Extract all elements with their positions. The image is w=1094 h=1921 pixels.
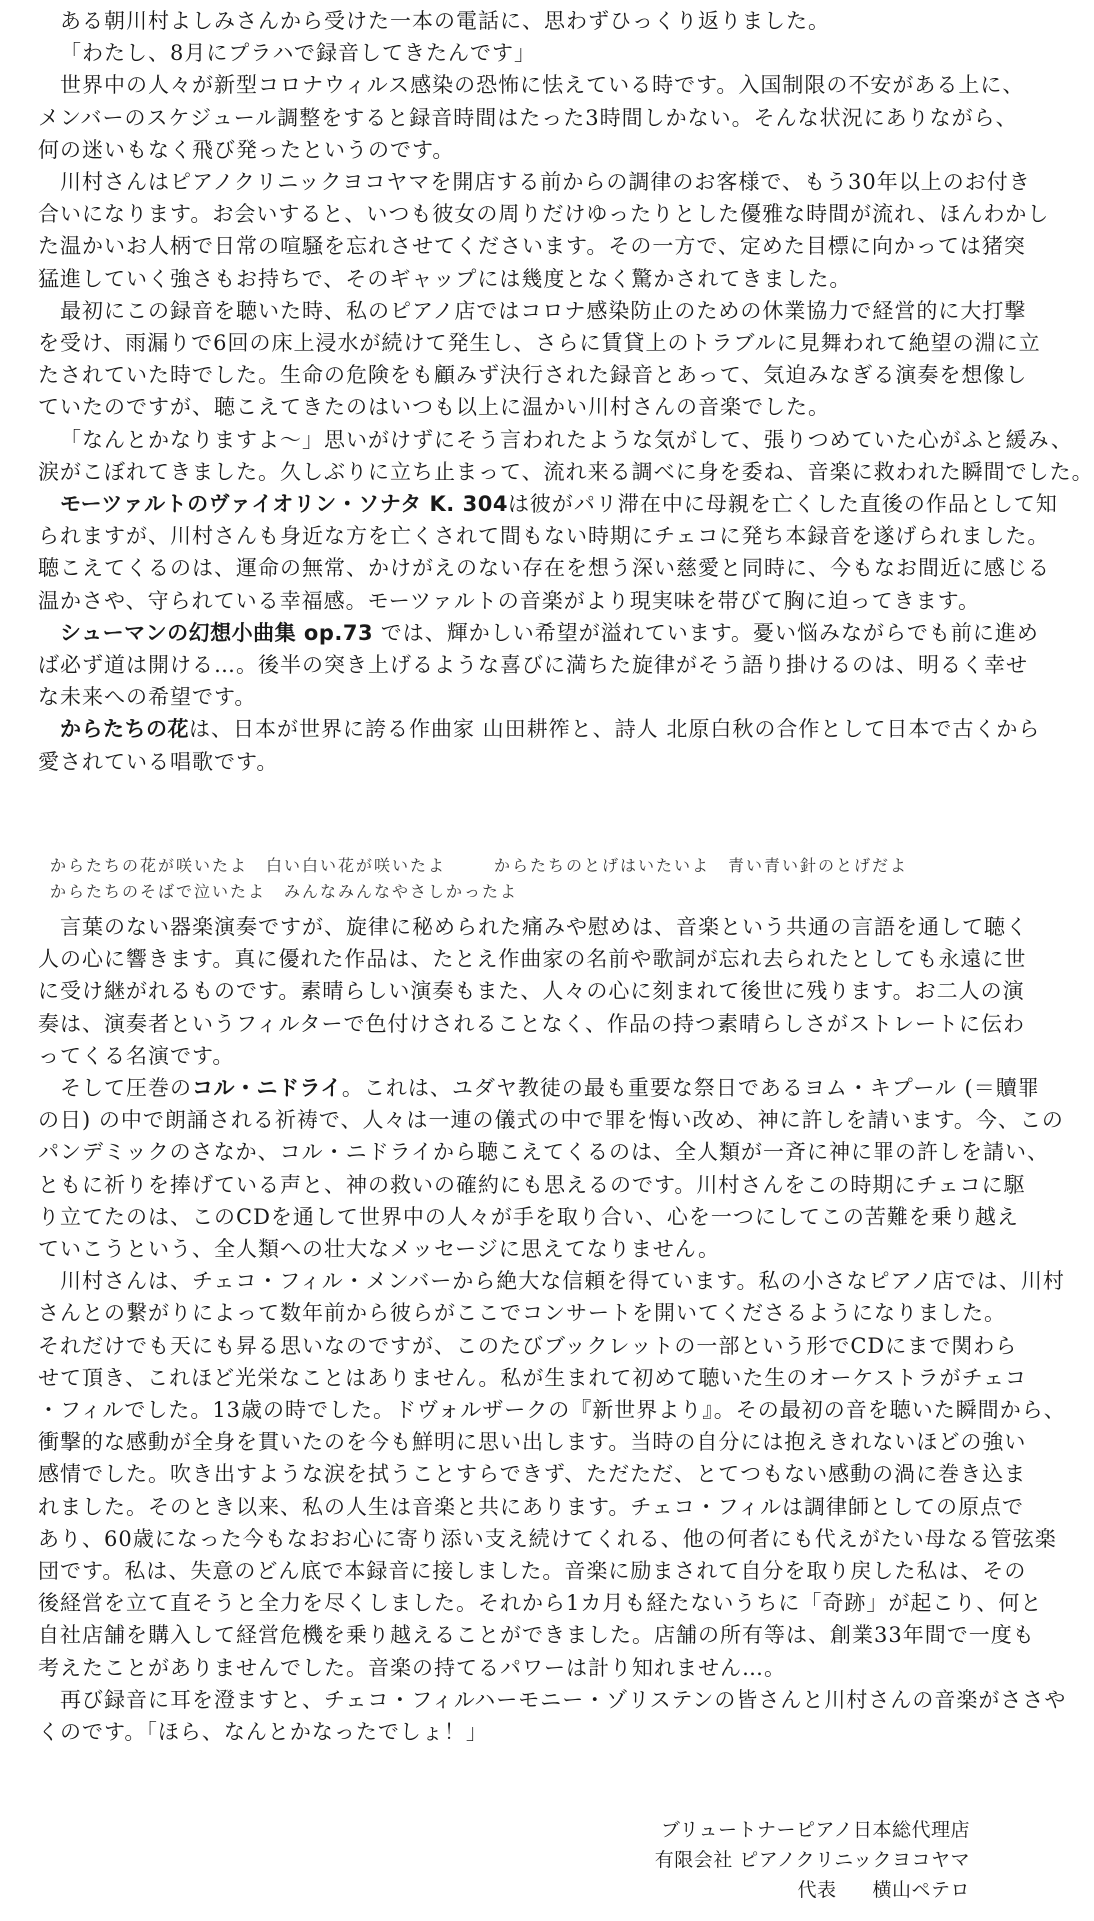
line-text: 川村さんはピアノクリニックヨコヤマを開店する前からの調律のお客様で、もう30年以上のお付き xyxy=(60,170,1031,194)
text-line xyxy=(38,360,1027,390)
text-line xyxy=(38,1492,1024,1522)
text-line xyxy=(38,1395,1066,1425)
line-text: それだけでも天にも昇る思いなのですが、このたびブックレットの一部という形でCDにまで関わら xyxy=(38,1333,1018,1358)
line-text: 人の心に響きます。真に優れた作品は、たとえ作曲家の名前や歌詞が忘れ去られたとしても永遠に世 xyxy=(38,947,1027,972)
text-line xyxy=(38,976,1025,1006)
line-text: 考えたことがありませんでした。音楽の持てるパワーは計り知れません…。 xyxy=(38,1655,786,1680)
text-line xyxy=(38,1202,1019,1232)
line-text: 感情でした。吹き出すような涙を拭うことすらできず、ただただ、とてつもない感動の渦に巻き込ま xyxy=(38,1462,1027,1487)
text-line xyxy=(60,425,1073,455)
line-text: ば必ず道は開ける…。後半の突き上げるような喜びに満ちた旋律がそう語り掛けるのは、明るく幸せ xyxy=(38,653,1028,677)
line-text: 何の迷いもなく飛び発ったというのです。 xyxy=(38,137,455,162)
line-text: メンバーのスケジュール調整をすると録音時間はたった3時間しかない。そんな状況にありながら、 xyxy=(38,105,1018,130)
text-line xyxy=(38,586,980,616)
lyric-2: からたちのそばで泣いたよ みんなみんなやさしかったよ xyxy=(50,882,519,901)
text-line xyxy=(38,1459,1026,1489)
text-line xyxy=(60,167,1031,197)
line-text: 「わたし、8月にプラハで録音してきたんです」 xyxy=(60,41,536,66)
line-text: さんとの繋がりによって数年前から彼らがここでコンサートを開いてくださるようになりました。 xyxy=(38,1301,1006,1326)
line-text: くのです。「ほら、なんとかなったでしょ！」 xyxy=(38,1720,488,1744)
text-line xyxy=(38,1331,1017,1361)
text-line xyxy=(60,489,1058,519)
line-text: たされていた時でした。生命の危険をも顧みず決行された録音とあって、気迫みなぎる演奏を想像し xyxy=(38,363,1028,388)
line-text: パンデミックのさなか、コル・ニドライから聴こえてくるのは、全人類が一斉に神に罪の許しを請い、 xyxy=(38,1140,1049,1165)
text-line xyxy=(60,1073,1040,1103)
line-text: 衝撃的な感動が全身を貫いたのを今も鮮明に思い出します。当時の自分には抱えきれないほどの強い xyxy=(38,1430,1027,1455)
line-text: 温かさや、守られている幸福感。モーツァルトの音楽がより現実味を帯びて胸に迫ってきます。 xyxy=(38,588,981,613)
lyric-line-2 xyxy=(50,880,518,904)
text-line xyxy=(38,1524,1057,1554)
line-text: 「なんとかなりますよ～」思いがけずにそう言われたような気がして、張りつめていた心がふと緩み、 xyxy=(60,427,1073,452)
line-text: 奏は、演奏者というフィルターで色付けされることなく、作品の持つ素晴らしさがストレートに伝わ xyxy=(38,1011,1026,1036)
line-text: 涙がこぼれてきました。久しぶりに立ち止まって、流れ来る調べに身を委ね、音楽に救われた瞬間でした。 xyxy=(38,459,1094,484)
line-text: ・フィルでした。13歳の時でした。ドヴォルザークの『新世界より』。その最初の音を聴いた瞬間から、 xyxy=(38,1398,1066,1422)
text-line xyxy=(60,70,1024,100)
lyric-line-1 xyxy=(50,854,908,878)
text-line xyxy=(60,38,536,68)
line-text: 聴こえてくるのは、運命の無常、かけがえのない存在を想う深い慈愛と同時に、今もなお間近に感じる xyxy=(38,556,1050,581)
line-text: 再び録音に耳を澄ますと、チェコ・フィルハーモニー・ゾリステンの皆さんと川村さんの音楽がささや xyxy=(60,1687,1067,1712)
lyric-1a: からたちの花が咲いたよ 白い白い花が咲いたよ xyxy=(50,856,447,875)
text-line xyxy=(60,1685,1066,1715)
line-text: に受け継がれるものです。素晴らしい演奏もまた、人々の心に刻まれて後世に残ります。お二人の演 xyxy=(38,979,1025,1004)
signature-company2: 有限会社 ピアノクリニックヨコヤマ xyxy=(654,1849,970,1871)
lead-text: そして圧巻の xyxy=(60,1076,192,1100)
text-line xyxy=(38,264,851,294)
signature-name: 横山ペテロ xyxy=(872,1879,970,1901)
line-text: 後経営を立て直そうと全力を尽くしました。それから1カ月も経たないうちに「奇跡」が起こり、何と xyxy=(38,1591,1043,1616)
text-line xyxy=(60,912,1028,942)
text-line xyxy=(38,521,1049,551)
text-line xyxy=(38,1234,720,1264)
line-text: ていこうという、全人類への壮大なメッセージに思えてなりません。 xyxy=(38,1237,720,1261)
text-line xyxy=(38,1556,1026,1586)
line-text: ってくる名演です。 xyxy=(38,1043,235,1068)
text-line xyxy=(38,1009,1025,1039)
text-line xyxy=(38,1620,1035,1650)
text-line xyxy=(38,650,1028,680)
text-line xyxy=(38,103,1018,133)
line-text: 合いになります。お会いすると、いつも彼女の周りだけゆったりとした優雅な時間が流れ、ほんわかし xyxy=(38,202,1050,227)
line-text: 最初にこの録音を聴いた時、私のピアノ店ではコロナ感染防止のための休業協力で経営的に大打撃 xyxy=(60,298,1027,323)
text-line xyxy=(38,1105,1064,1135)
line-text: では、輝かしい希望が溢れています。憂い悩みながらでも前に進め xyxy=(373,620,1039,645)
text-line xyxy=(38,1298,1006,1328)
text-line xyxy=(38,682,256,712)
line-text: は、日本が世界に誇る作曲家 山田耕筰と、詩人 北原白秋の合作として日本で古くから xyxy=(189,717,1041,742)
text-line xyxy=(60,618,1039,648)
work-title: コル・ニドライ xyxy=(192,1076,342,1100)
text-line xyxy=(60,1266,1065,1296)
line-text: 猛進していく強さもお持ちで、そのギャップには幾度となく驚かされてきました。 xyxy=(38,266,852,291)
lyric-1b: からたちのとげはいたいよ 青い青い針のとげだよ xyxy=(494,856,909,875)
line-text: ていたのですが、聴こえてきたのはいつも以上に温かい川村さんの音楽でした。 xyxy=(38,395,830,420)
text-line xyxy=(38,1363,1027,1393)
text-line xyxy=(60,296,1026,326)
work-title: シューマンの幻想小曲集 op.73 xyxy=(60,620,374,645)
line-text: あり、60歳になった今もなおお心に寄り添い支え続けてくれる、他の何者にも代えがたい母なる管弦楽 xyxy=(38,1526,1057,1551)
line-text: ある朝川村よしみさんから受けた一本の電話に、思わずひっくり返りました。 xyxy=(60,9,830,33)
line-text: 言葉のない器楽演奏ですが、旋律に秘められた痛みや慰めは、音楽という共通の言語を通して聴く xyxy=(60,915,1028,939)
text-line xyxy=(38,328,1041,358)
line-text: は彼がパリ滞在中に母親を亡くした直後の作品として知 xyxy=(507,492,1058,516)
text-line xyxy=(60,6,830,36)
line-text: り立てたのは、このCDを通して世界中の人々が手を取り合い、心を一つにしてこの苦難を乗り越え xyxy=(38,1204,1019,1229)
text-line xyxy=(38,1717,488,1747)
signature-block xyxy=(610,1815,970,1905)
text-line xyxy=(38,199,1049,229)
text-line xyxy=(38,944,1026,974)
text-line xyxy=(38,135,454,165)
text-line xyxy=(38,1137,1049,1167)
line-text: ともに祈りを捧げている声と、神の救いの確約にも思えるのです。川村さんをこの時期にチェコに駆 xyxy=(38,1172,1026,1197)
text-line xyxy=(38,1653,786,1683)
text-line xyxy=(60,714,1040,744)
text-line xyxy=(38,1170,1026,1200)
signature-company1: ブリュートナーピアノ日本総代理店 xyxy=(660,1819,970,1841)
text-line xyxy=(38,553,1050,583)
line-text: 。これは、ユダヤ教徒の最も重要な祭日であるヨム・キプール (＝贖罪 xyxy=(341,1076,1040,1100)
line-text: 自社店舗を購入して経営危機を乗り越えることができました。店舗の所有等は、創業33年間で一度も xyxy=(38,1623,1035,1648)
line-text: を受け、雨漏りで6回の床上浸水が続けて発生し、さらに賃貸上のトラブルに見舞われて絶望の淵に立 xyxy=(38,331,1041,355)
line-text: た温かいお人柄で日常の喧騒を忘れさせてくださいます。その一方で、定めた目標に向かっては猪突 xyxy=(38,234,1026,259)
line-text: られますが、川村さんも身近な方を亡くされて間もない時期にチェコに発ち本録音を遂げられました。 xyxy=(38,524,1050,549)
text-line xyxy=(38,392,830,422)
text-line xyxy=(38,747,278,777)
text-line xyxy=(38,1588,1042,1618)
text-line xyxy=(38,1427,1026,1457)
work-title: モーツァルトのヴァイオリン・ソナタ K. 304 xyxy=(60,492,508,516)
line-text: 愛されている唱歌です。 xyxy=(38,749,279,774)
line-text: 団です。私は、失意のどん底で本録音に接しました。音楽に励まされて自分を取り戻した私は、その xyxy=(38,1559,1027,1583)
text-line xyxy=(38,457,1094,487)
text-line xyxy=(38,1041,234,1071)
line-text: 川村さんは、チェコ・フィル・メンバーから絶大な信頼を得ています。私の小さなピアノ店では、川村 xyxy=(60,1269,1065,1294)
line-text: せて頂き、これほど光栄なことはありません。私が生まれて初めて聴いた生のオーケストラがチェコ xyxy=(38,1365,1027,1390)
line-text: 世界中の人々が新型コロナウィルス感染の恐怖に怯えている時です。入国制限の不安がある上に、 xyxy=(60,73,1025,98)
signature-title: 代表 xyxy=(797,1879,837,1901)
text-line xyxy=(38,231,1026,261)
line-text: れました。そのとき以来、私の人生は音楽と共にあります。チェコ・フィルは調律師としての原点で xyxy=(38,1494,1025,1519)
work-title: からたちの花 xyxy=(60,717,189,742)
line-text: の日) の中で朗誦される祈祷で、人々は一連の儀式の中で罪を悔い改め、神に許しを請います。今、この xyxy=(38,1108,1064,1133)
line-text: な未来への希望です。 xyxy=(38,685,257,710)
